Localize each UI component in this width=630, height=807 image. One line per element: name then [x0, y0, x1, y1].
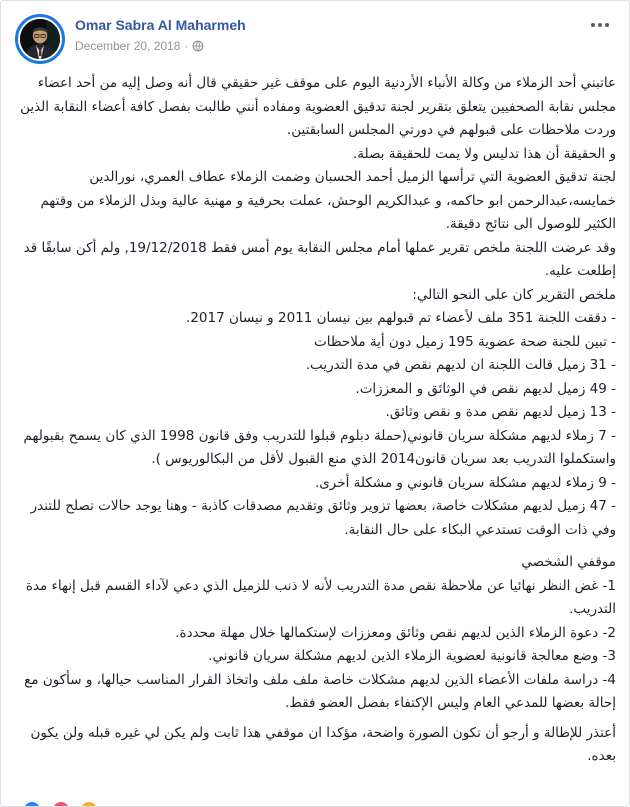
post-menu-button[interactable]: [587, 19, 613, 31]
post-paragraph: - 47 زميل لديهم مشكلات خاصة، بعضها تزوير وثائق وتقديم مصدقات كاذبة - وهنا يوجد حالات تصلح للتندر وفي ذات الوقت تستدعي البكاء على حال النقابة.: [30, 498, 616, 538]
meta-separator: ·: [184, 39, 189, 53]
author-link[interactable]: Omar Sabra Al Maharmeh: [75, 17, 246, 33]
post-paragraph: 4- دراسة ملفات الأعضاء الذين لديهم مشكلات خاصة ملف ملف واتخاذ القرار المناسب حيالها، و سأكون مع إحالة بعضها للمدعي العام وليس الإكتفاء بفصل العضو فقط.: [24, 671, 616, 711]
post-paragraph: - دققت اللجنة 351 ملف لأعضاء تم قبولهم بين نيسان 2011 و نيسان 2017.: [186, 310, 616, 326]
avatar-photo: [20, 19, 60, 59]
like-reaction-icon[interactable]: [24, 802, 40, 807]
post-meta: [75, 38, 246, 54]
post-header: [1, 1, 629, 64]
post-paragraph: 2- دعوة الزملاء الذين لديهم نقص وثائق ومعززات لإستكمالها خلال مهلة محددة.: [175, 624, 616, 641]
reactions-bar: [1, 802, 121, 807]
post-paragraph: - 13 زميل لديهم نقص مدة و نقص وثائق.: [385, 404, 616, 420]
haha-reaction-icon[interactable]: [81, 802, 97, 807]
post-paragraph: - تبين للجنة صحة عضوية 195 زميل دون أية ملاحظات: [314, 333, 616, 350]
person-portrait-icon: [20, 19, 60, 59]
love-reaction-icon[interactable]: [53, 802, 69, 807]
header-text: [75, 14, 246, 54]
post-paragraph: لجنة تدقيق العضوية التي ترأسها الزميل أحمد الحسبان وضمت الزملاء عطاف العمري، نورالدين خمايسه،عبدالرحمن ابو حاكمه، و عبدالكريم الوحش، عملت بحرفية و مهنية عالية وبذل الزملاء من وقتهم الكثير للوصول الى نتائج دقيقة.: [40, 169, 616, 232]
post-paragraph: - 31 زميل قالت اللجنة ان لديهم نقص في مدة التدريب.: [305, 357, 616, 373]
post-paragraph: وقد عرضت اللجنة ملخص تقرير عملها أمام مجلس النقابة يوم أمس فقط 19/12/2018, ولم أكن سابقًا قد إطلعت عليه.: [23, 239, 616, 279]
post-paragraph: أعتذر للإطالة و أرجو أن تكون الصورة واضحة، مؤكدا ان موقفي هذا ثابت ولم يكن لي غيره قبله ولن يكون بعده.: [30, 724, 616, 764]
post-paragraph: موقفي الشخصي: [521, 554, 616, 570]
post-paragraph: و الحقيقة أن هذا تدليس ولا يمت للحقيقة بصلة.: [352, 145, 616, 162]
post-timestamp[interactable]: December 20, 2018: [75, 39, 181, 53]
globe-icon: [192, 40, 204, 52]
post-paragraph: - 49 زميل لديهم نقص في الوثائق و المعززات.: [355, 380, 616, 397]
post-body: [1, 64, 629, 769]
avatar[interactable]: [15, 14, 65, 64]
post-paragraph: 1- غض النظر نهائيا عن ملاحظة نقص مدة التدريب لأنه لا ذنب للزميل الذي دعي لآداء القسم قبل إنهاء مدة التدريب.: [25, 577, 616, 617]
post-paragraph: - 7 زملاء لديهم مشكلة سريان قانوني(حملة دبلوم قبلوا للتدريب وفق قانون 1998 الذي كان يسمح بقبولهم واستكملوا التدريب بعد سريان قانون2014 الذي منع القبول لأقل من البكالوريوس ).: [23, 427, 616, 467]
ellipsis-icon: [591, 23, 609, 27]
post-paragraph: 3- وضع معالجة قانونية لعضوية الزملاء الذين لديهم مشكلة سريان قانوني.: [208, 648, 616, 664]
post-paragraph: ملخص التقرير كان على النحو التالي:: [412, 286, 616, 303]
post-paragraph: عاتبني أحد الزملاء من وكالة الأنباء الأردنية اليوم على موقف غير حقيقي قال أنه وصل إليه من أحد اعضاء مجلس نقابة الصحفيين يتعلق بتقرير لجنة تدقيق العضوية ومفاده أنني طالبت بفصل كافة أعضاء النقابة الذين وردت ملاحظات على قبولهم في دورتي المجلس السابقتين.: [20, 75, 616, 138]
post-paragraph: - 9 زملاء لديهم مشكلة سريان قانوني و مشكلة أخرى.: [314, 474, 616, 491]
